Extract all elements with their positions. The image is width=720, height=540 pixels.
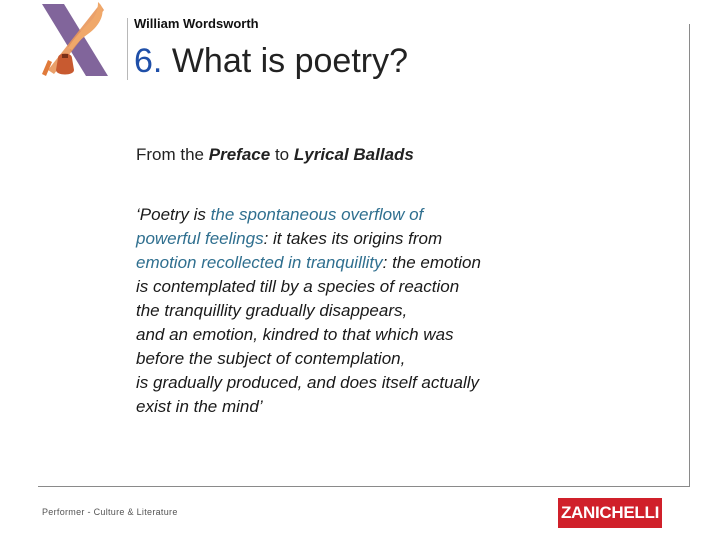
quote-text: ‘Poetry is [136,205,211,224]
footer-series: Performer - Culture & Literature [42,507,178,517]
quote-line [136,227,586,251]
poetry-quote [136,203,586,419]
quote-text: is contemplated till by a species of reaction [136,277,460,296]
quote-line [136,371,586,395]
title-number: 6. [134,42,163,80]
quote-highlight: emotion recollected in tranquillity [136,253,383,272]
subtitle-mid: to [274,145,290,164]
title-text: What is poetry? [171,42,409,80]
quote-line [136,395,586,419]
quote-line [136,275,586,299]
quote-line [136,299,586,323]
right-border [689,24,690,486]
quote-highlight: the spontaneous overflow of [210,205,424,224]
quill-x-inkpot-icon [38,0,112,82]
subtitle-work-lyrical-ballads: Lyrical Ballads [293,145,414,164]
quote-text: exist in the mind’ [136,397,263,416]
quote-line [136,203,586,227]
publisher-logo: ZANICHELLI [558,498,662,528]
quote-text: is gradually produced, and does itself actually [136,373,480,392]
bottom-border [38,486,690,487]
subtitle-prefix: From the [136,145,205,164]
quote-highlight: powerful feelings [136,229,264,248]
subtitle [136,145,414,165]
quote-line [136,347,586,371]
quote-line [136,251,586,275]
quote-line [136,323,586,347]
quote-text: before the subject of contemplation, [136,349,406,368]
author-label: William Wordsworth [134,16,259,31]
quote-text: : it takes its origins from [263,229,443,248]
quote-text: : the emotion [382,253,481,272]
quote-text: the tranquillity gradually disappears, [136,301,408,320]
subtitle-work-preface: Preface [208,145,271,164]
header-divider [127,18,128,80]
slide-title [134,42,408,81]
quote-text: and an emotion, kindred to that which was [136,325,454,344]
